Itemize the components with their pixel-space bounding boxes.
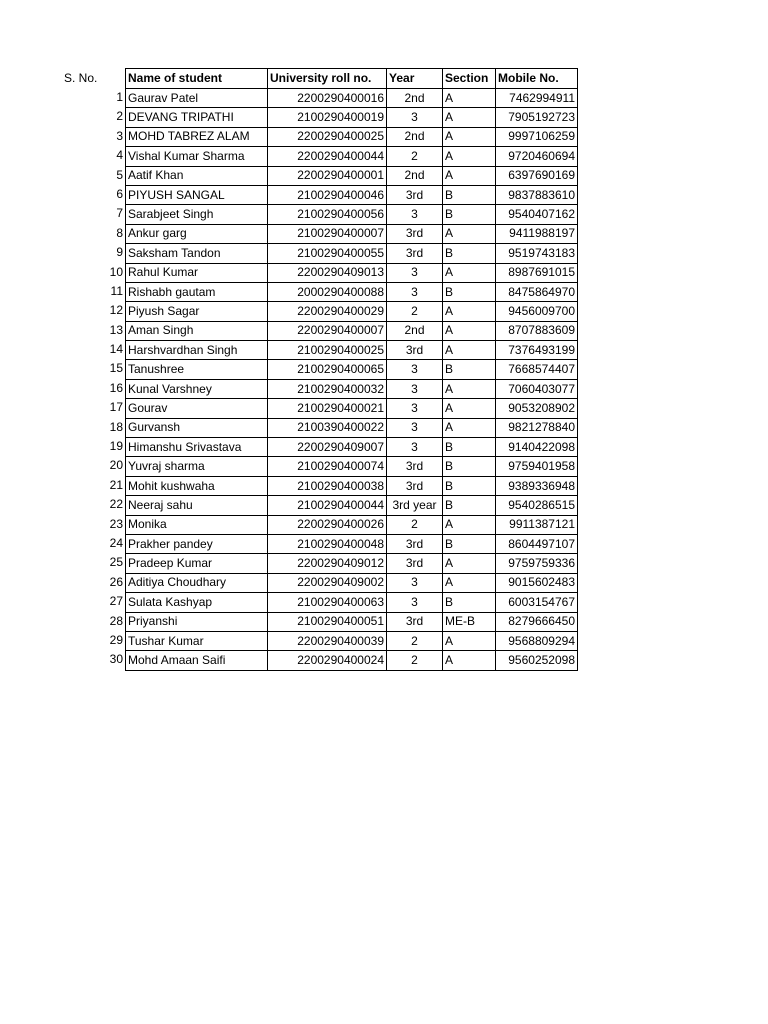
year-cell: 2 xyxy=(387,631,443,650)
table-row xyxy=(126,302,578,321)
roll-number-cell: 2200290400025 xyxy=(268,127,387,146)
serial-number: 15 xyxy=(109,361,123,376)
mobile-cell: 8604497107 xyxy=(496,534,578,553)
mobile-cell: 9997106259 xyxy=(496,127,578,146)
year-cell: 3rd xyxy=(387,457,443,476)
student-name-cell: Rishabh gautam xyxy=(126,282,268,301)
year-cell: 3rd xyxy=(387,476,443,495)
roll-number-cell: 2100290400025 xyxy=(268,341,387,360)
year-cell: 3 xyxy=(387,593,443,612)
table-row xyxy=(126,554,578,573)
year-cell: 3 xyxy=(387,438,443,457)
mobile-cell: 9837883610 xyxy=(496,185,578,204)
roll-number-cell: 2100290400021 xyxy=(268,399,387,418)
table-row xyxy=(126,651,578,670)
student-name-cell: Vishal Kumar Sharma xyxy=(126,147,268,166)
roll-number-cell: 2100290400051 xyxy=(268,612,387,631)
student-name-cell: Saksham Tandon xyxy=(126,244,268,263)
roll-number-cell: 2100290400046 xyxy=(268,185,387,204)
section-cell: A xyxy=(443,108,496,127)
year-cell: 3rd xyxy=(387,185,443,204)
header-section: Section xyxy=(443,69,496,89)
section-cell: A xyxy=(443,89,496,108)
student-name-cell: Rahul Kumar xyxy=(126,263,268,282)
roll-number-cell: 2200290400016 xyxy=(268,89,387,108)
serial-number: 14 xyxy=(109,342,123,357)
student-name-cell: Himanshu Srivastava xyxy=(126,438,268,457)
section-cell: A xyxy=(443,321,496,340)
student-name-cell: MOHD TABREZ ALAM xyxy=(126,127,268,146)
mobile-cell: 7060403077 xyxy=(496,379,578,398)
serial-number: 13 xyxy=(109,322,123,337)
section-cell: B xyxy=(443,205,496,224)
table-row xyxy=(126,379,578,398)
serial-number: 27 xyxy=(109,594,123,609)
year-cell: 3 xyxy=(387,360,443,379)
section-cell: A xyxy=(443,263,496,282)
mobile-cell: 9456009700 xyxy=(496,302,578,321)
mobile-cell: 9759401958 xyxy=(496,457,578,476)
serial-number: 29 xyxy=(109,632,123,647)
table-row xyxy=(126,476,578,495)
table-row xyxy=(126,321,578,340)
section-cell: B xyxy=(443,476,496,495)
year-cell: 2nd xyxy=(387,127,443,146)
student-name-cell: DEVANG TRIPATHI xyxy=(126,108,268,127)
student-name-cell: Yuvraj sharma xyxy=(126,457,268,476)
serial-number: 5 xyxy=(116,167,123,182)
mobile-cell: 9519743183 xyxy=(496,244,578,263)
serial-number: 10 xyxy=(109,264,123,279)
student-name-cell: Sulata Kashyap xyxy=(126,593,268,612)
year-cell: 3 xyxy=(387,399,443,418)
table-row xyxy=(126,263,578,282)
section-cell: A xyxy=(443,573,496,592)
student-name-cell: Kunal Varshney xyxy=(126,379,268,398)
roll-number-cell: 2100290400063 xyxy=(268,593,387,612)
student-table xyxy=(125,68,578,671)
sno-header: S. No. xyxy=(64,71,98,85)
section-cell: A xyxy=(443,224,496,243)
table-row xyxy=(126,185,578,204)
serial-number: 25 xyxy=(109,555,123,570)
mobile-cell: 6003154767 xyxy=(496,593,578,612)
table-row xyxy=(126,341,578,360)
mobile-cell: 9140422098 xyxy=(496,438,578,457)
roll-number-cell: 2100290400038 xyxy=(268,476,387,495)
section-cell: A xyxy=(443,341,496,360)
table-header-row xyxy=(126,69,578,89)
mobile-cell: 9911387121 xyxy=(496,515,578,534)
table-row xyxy=(126,534,578,553)
student-name-cell: Tushar Kumar xyxy=(126,631,268,650)
mobile-cell: 7905192723 xyxy=(496,108,578,127)
year-cell: 3 xyxy=(387,205,443,224)
table-row xyxy=(126,89,578,108)
serial-number: 4 xyxy=(116,148,123,163)
table-row xyxy=(126,147,578,166)
year-cell: 2nd xyxy=(387,321,443,340)
roll-number-cell: 2100290400065 xyxy=(268,360,387,379)
section-cell: A xyxy=(443,399,496,418)
roll-number-cell: 2100290400048 xyxy=(268,534,387,553)
roll-number-cell: 2200290409013 xyxy=(268,263,387,282)
mobile-cell: 9411988197 xyxy=(496,224,578,243)
year-cell: 3 xyxy=(387,379,443,398)
table-row xyxy=(126,496,578,515)
roll-number-cell: 2000290400088 xyxy=(268,282,387,301)
serial-number: 23 xyxy=(109,516,123,531)
mobile-cell: 8707883609 xyxy=(496,321,578,340)
mobile-cell: 9015602483 xyxy=(496,573,578,592)
student-name-cell: Piyush Sagar xyxy=(126,302,268,321)
student-name-cell: Aman Singh xyxy=(126,321,268,340)
roll-number-cell: 2200290409012 xyxy=(268,554,387,573)
serial-number: 28 xyxy=(109,613,123,628)
section-cell: A xyxy=(443,379,496,398)
year-cell: 3rd xyxy=(387,224,443,243)
table-row xyxy=(126,515,578,534)
year-cell: 3rd xyxy=(387,341,443,360)
student-name-cell: Gurvansh xyxy=(126,418,268,437)
serial-number: 11 xyxy=(110,283,123,298)
mobile-cell: 9560252098 xyxy=(496,651,578,670)
section-cell: A xyxy=(443,418,496,437)
serial-number: 6 xyxy=(116,186,123,201)
roll-number-cell: 2100290400044 xyxy=(268,496,387,515)
roll-number-cell: 2100290400074 xyxy=(268,457,387,476)
roll-number-cell: 2200290400026 xyxy=(268,515,387,534)
year-cell: 2nd xyxy=(387,166,443,185)
serial-number: 18 xyxy=(109,419,123,434)
serial-number: 3 xyxy=(116,128,123,143)
sno-column xyxy=(100,88,124,670)
table-row xyxy=(126,166,578,185)
mobile-cell: 9053208902 xyxy=(496,399,578,418)
mobile-cell: 9568809294 xyxy=(496,631,578,650)
table-row xyxy=(126,127,578,146)
student-name-cell: Aatif Khan xyxy=(126,166,268,185)
year-cell: 3 xyxy=(387,263,443,282)
header-mobile: Mobile No. xyxy=(496,69,578,89)
student-name-cell: Prakher pandey xyxy=(126,534,268,553)
roll-number-cell: 2100290400032 xyxy=(268,379,387,398)
table-row xyxy=(126,573,578,592)
section-cell: A xyxy=(443,166,496,185)
roll-number-cell: 2200290400044 xyxy=(268,147,387,166)
year-cell: 3 xyxy=(387,108,443,127)
serial-number: 22 xyxy=(109,497,123,512)
header-roll: University roll no. xyxy=(268,69,387,89)
roll-number-cell: 2100290400019 xyxy=(268,108,387,127)
serial-number: 9 xyxy=(116,245,123,260)
student-name-cell: Gourav xyxy=(126,399,268,418)
student-name-cell: Tanushree xyxy=(126,360,268,379)
section-cell: B xyxy=(443,282,496,301)
serial-number: 19 xyxy=(109,439,123,454)
section-cell: B xyxy=(443,593,496,612)
section-cell: ME-B xyxy=(443,612,496,631)
section-cell: A xyxy=(443,651,496,670)
table-row xyxy=(126,224,578,243)
table-row xyxy=(126,282,578,301)
mobile-cell: 8279666450 xyxy=(496,612,578,631)
table-row xyxy=(126,108,578,127)
mobile-cell: 6397690169 xyxy=(496,166,578,185)
table-row xyxy=(126,457,578,476)
section-cell: B xyxy=(443,360,496,379)
student-name-cell: Mohit kushwaha xyxy=(126,476,268,495)
year-cell: 3 xyxy=(387,573,443,592)
roll-number-cell: 2200290400029 xyxy=(268,302,387,321)
mobile-cell: 7376493199 xyxy=(496,341,578,360)
table-row xyxy=(126,244,578,263)
header-year: Year xyxy=(387,69,443,89)
roll-number-cell: 2100390400022 xyxy=(268,418,387,437)
student-name-cell: Aditiya Choudhary xyxy=(126,573,268,592)
year-cell: 3rd xyxy=(387,244,443,263)
roll-number-cell: 2100290400056 xyxy=(268,205,387,224)
roll-number-cell: 2200290400039 xyxy=(268,631,387,650)
serial-number: 7 xyxy=(116,206,123,221)
table-row xyxy=(126,418,578,437)
roll-number-cell: 2200290409007 xyxy=(268,438,387,457)
mobile-cell: 9389336948 xyxy=(496,476,578,495)
roll-number-cell: 2100290400007 xyxy=(268,224,387,243)
year-cell: 2 xyxy=(387,515,443,534)
roll-number-cell: 2100290400055 xyxy=(268,244,387,263)
mobile-cell: 9821278840 xyxy=(496,418,578,437)
table-row xyxy=(126,360,578,379)
student-name-cell: Monika xyxy=(126,515,268,534)
section-cell: A xyxy=(443,631,496,650)
roll-number-cell: 2200290400001 xyxy=(268,166,387,185)
section-cell: B xyxy=(443,457,496,476)
serial-number: 20 xyxy=(109,458,123,473)
section-cell: B xyxy=(443,185,496,204)
year-cell: 2 xyxy=(387,302,443,321)
mobile-cell: 9759759336 xyxy=(496,554,578,573)
table-row xyxy=(126,612,578,631)
year-cell: 2nd xyxy=(387,89,443,108)
student-name-cell: Priyanshi xyxy=(126,612,268,631)
student-name-cell: Mohd Amaan Saifi xyxy=(126,651,268,670)
student-name-cell: Sarabjeet Singh xyxy=(126,205,268,224)
section-cell: A xyxy=(443,147,496,166)
section-cell: B xyxy=(443,244,496,263)
mobile-cell: 8987691015 xyxy=(496,263,578,282)
roll-number-cell: 2200290400007 xyxy=(268,321,387,340)
table-row xyxy=(126,631,578,650)
serial-number: 30 xyxy=(109,652,123,667)
serial-number: 24 xyxy=(109,535,123,550)
section-cell: A xyxy=(443,127,496,146)
mobile-cell: 9540286515 xyxy=(496,496,578,515)
table-row xyxy=(126,593,578,612)
roll-number-cell: 2200290400024 xyxy=(268,651,387,670)
student-name-cell: Pradeep Kumar xyxy=(126,554,268,573)
serial-number: 1 xyxy=(116,90,123,104)
student-name-cell: PIYUSH SANGAL xyxy=(126,185,268,204)
mobile-cell: 9720460694 xyxy=(496,147,578,166)
mobile-cell: 7668574407 xyxy=(496,360,578,379)
mobile-cell: 9540407162 xyxy=(496,205,578,224)
year-cell: 3 xyxy=(387,282,443,301)
section-cell: B xyxy=(443,496,496,515)
serial-number: 2 xyxy=(116,109,123,124)
section-cell: A xyxy=(443,554,496,573)
table-row xyxy=(126,399,578,418)
year-cell: 3rd xyxy=(387,534,443,553)
table-row xyxy=(126,205,578,224)
header-name: Name of student xyxy=(126,69,268,89)
section-cell: A xyxy=(443,515,496,534)
section-cell: A xyxy=(443,302,496,321)
year-cell: 2 xyxy=(387,651,443,670)
serial-number: 8 xyxy=(116,225,123,240)
student-name-cell: Gaurav Patel xyxy=(126,89,268,108)
student-name-cell: Harshvardhan Singh xyxy=(126,341,268,360)
year-cell: 3rd xyxy=(387,612,443,631)
serial-number: 12 xyxy=(109,303,123,318)
student-name-cell: Ankur garg xyxy=(126,224,268,243)
mobile-cell: 8475864970 xyxy=(496,282,578,301)
year-cell: 3 xyxy=(387,418,443,437)
year-cell: 3rd xyxy=(387,554,443,573)
student-name-cell: Neeraj sahu xyxy=(126,496,268,515)
serial-number: 17 xyxy=(109,400,123,415)
section-cell: B xyxy=(443,438,496,457)
section-cell: B xyxy=(443,534,496,553)
serial-number: 16 xyxy=(109,380,123,395)
mobile-cell: 7462994911 xyxy=(496,89,578,108)
serial-number: 21 xyxy=(109,477,123,492)
serial-number: 26 xyxy=(109,574,123,589)
roll-number-cell: 2200290409002 xyxy=(268,573,387,592)
year-cell: 2 xyxy=(387,147,443,166)
table-row xyxy=(126,438,578,457)
year-cell: 3rd year xyxy=(387,496,443,515)
